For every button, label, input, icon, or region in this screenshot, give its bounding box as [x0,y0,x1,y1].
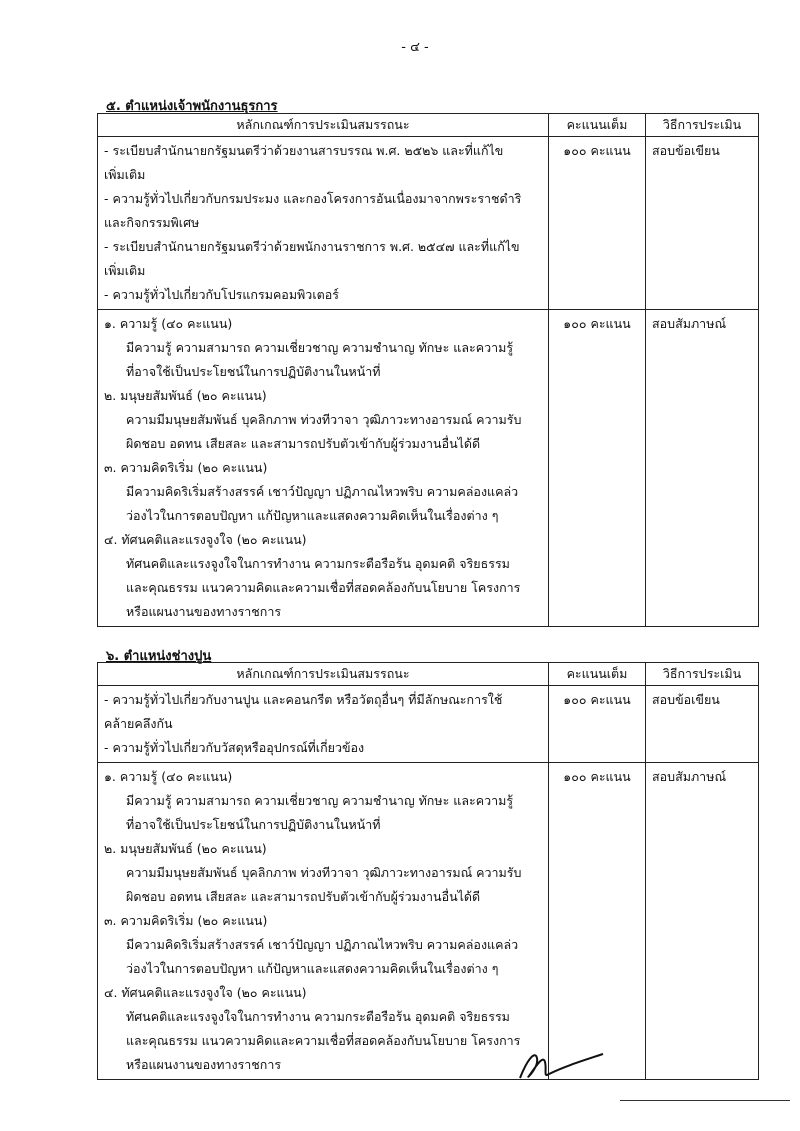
criteria-line: - ความรู้ทั่วไปเกี่ยวกับงานปูน และคอนกรีต หรือวัตถุอื่นๆ ที่มีลักษณะการใช้ [104,692,503,707]
criteria-line: ที่อาจใช้เป็นประโยชน์ในการปฏิบัติงานในหน้าที่ [126,817,381,832]
score-cell: ๑๐๐ คะแนน [549,137,646,310]
criteria-item-title: ๓. ความคิดริเริ่ม (๒๐ คะแนน) [104,460,268,475]
criteria-table [97,113,759,627]
column-header: คะแนนเต็ม [549,663,646,686]
table-row-written [98,686,759,763]
criteria-line: มีความคิดริเริ่มสร้างสรรค์ เชาว์ปัญญา ปฏิภาณไหวพริบ ความคล่องแคล่ว [126,937,519,952]
criteria-table [97,662,759,1080]
criteria-item-title: ๑. ความรู้ (๔๐ คะแนน) [104,316,233,331]
column-header: คะแนนเต็ม [549,114,646,137]
table-header [98,663,759,686]
criteria-line: ว่องไวในการตอบปัญหา แก้ปัญหาและแสดงความคิดเห็นในเรื่องต่าง ๆ [126,508,499,523]
criteria-item-title: ๔. ทัศนคติและแรงจูงใจ (๒๐ คะแนน) [104,985,307,1000]
section-title: ๕. ตำแหน่งเจ้าพนักงานธุรการ [106,99,278,114]
criteria-line: เพิ่มเติม [104,167,146,182]
criteria-line: ทัศนคติและแรงจูงใจในการทำงาน ความกระตือรือร้น อุดมคติ จริยธรรม [126,1009,510,1024]
criteria-item-title: ๓. ความคิดริเริ่ม (๒๐ คะแนน) [104,913,268,928]
criteria-line: - ระเบียบสำนักนายกรัฐมนตรีว่าด้วยงานสารบรรณ พ.ศ. ๒๕๒๖ และที่แก้ไข [104,143,504,158]
footer-rule [620,1100,790,1101]
criteria-line: - ความรู้ทั่วไปเกี่ยวกับโปรแกรมคอมพิวเตอร์ [104,287,339,302]
criteria-item-title: ๔. ทัศนคติและแรงจูงใจ (๒๐ คะแนน) [104,532,307,547]
criteria-cell [98,763,549,1080]
criteria-line: มีความรู้ ความสามารถ ความเชี่ยวชาญ ความชำนาญ ทักษะ และความรู้ [126,793,514,808]
criteria-line: ทัศนคติและแรงจูงใจในการทำงาน ความกระตือรือร้น อุดมคติ จริยธรรม [126,556,510,571]
criteria-line: มีความรู้ ความสามารถ ความเชี่ยวชาญ ความชำนาญ ทักษะ และความรู้ [126,340,514,355]
criteria-line: - ความรู้ทั่วไปเกี่ยวกับกรมประมง และกองโครงการอันเนื่องมาจากพระราชดำริ [104,191,522,206]
criteria-line: และกิจกรรมพิเศษ [104,215,200,230]
signature [515,1040,605,1085]
method-cell: สอบสัมภาษณ์ [646,310,759,627]
column-header: วิธีการประเมิน [646,114,759,137]
criteria-line: ผิดชอบ อดทน เสียสละ และสามารถปรับตัวเข้ากับผู้ร่วมงานอื่นได้ดี [126,436,481,451]
criteria-line: เพิ่มเติม [104,263,146,278]
criteria-line: หรือแผนงานของทางราชการ [126,1057,282,1072]
criteria-cell [98,686,549,763]
column-header: หลักเกณฑ์การประเมินสมรรถนะ [98,663,549,686]
criteria-line: และคุณธรรม แนวความคิดและความเชื่อที่สอดคล้องกับนโยบาย โครงการ [126,1033,521,1048]
criteria-line: ว่องไวในการตอบปัญหา แก้ปัญหาและแสดงความคิดเห็นในเรื่องต่าง ๆ [126,961,499,976]
score-cell: ๑๐๐ คะแนน [549,686,646,763]
criteria-line: - ความรู้ทั่วไปเกี่ยวกับวัสดุหรืออุปกรณ์ที่เกี่ยวข้อง [104,740,365,755]
score-cell: ๑๐๐ คะแนน [549,763,646,1080]
criteria-cell [98,137,549,310]
method-cell: สอบสัมภาษณ์ [646,763,759,1080]
criteria-cell [98,310,549,627]
criteria-line: ผิดชอบ อดทน เสียสละ และสามารถปรับตัวเข้ากับผู้ร่วมงานอื่นได้ดี [126,889,481,904]
table-header [98,114,759,137]
criteria-item-title: ๒. มนุษยสัมพันธ์ (๒๐ คะแนน) [104,388,267,403]
table-row-interview [98,310,759,627]
criteria-line: คล้ายคลึงกัน [104,716,173,731]
section-title: ๖. ตำแหน่งช่างปูน [106,649,212,664]
criteria-line: และคุณธรรม แนวความคิดและความเชื่อที่สอดคล้องกับนโยบาย โครงการ [126,580,521,595]
criteria-line: - ระเบียบสำนักนายกรัฐมนตรีว่าด้วยพนักงานราชการ พ.ศ. ๒๕๔๗ และที่แก้ไข [104,239,520,254]
table-row-written [98,137,759,310]
criteria-line: มีความคิดริเริ่มสร้างสรรค์ เชาว์ปัญญา ปฏิภาณไหวพริบ ความคล่องแคล่ว [126,484,519,499]
column-header: หลักเกณฑ์การประเมินสมรรถนะ [98,114,549,137]
column-header: วิธีการประเมิน [646,663,759,686]
criteria-line: ที่อาจใช้เป็นประโยชน์ในการปฏิบัติงานในหน้าที่ [126,364,381,379]
criteria-item-title: ๑. ความรู้ (๔๐ คะแนน) [104,769,233,784]
page-number: - ๔ - [401,40,429,55]
score-cell: ๑๐๐ คะแนน [549,310,646,627]
table-row-interview [98,763,759,1080]
criteria-line: ความมีมนุษยสัมพันธ์ บุคลิกภาพ ท่วงทีวาจา วุฒิภาวะทางอารมณ์ ความรับ [126,865,522,880]
criteria-line: ความมีมนุษยสัมพันธ์ บุคลิกภาพ ท่วงทีวาจา วุฒิภาวะทางอารมณ์ ความรับ [126,412,522,427]
criteria-item-title: ๒. มนุษยสัมพันธ์ (๒๐ คะแนน) [104,841,267,856]
criteria-line: หรือแผนงานของทางราชการ [126,604,282,619]
method-cell: สอบข้อเขียน [646,137,759,310]
method-cell: สอบข้อเขียน [646,686,759,763]
